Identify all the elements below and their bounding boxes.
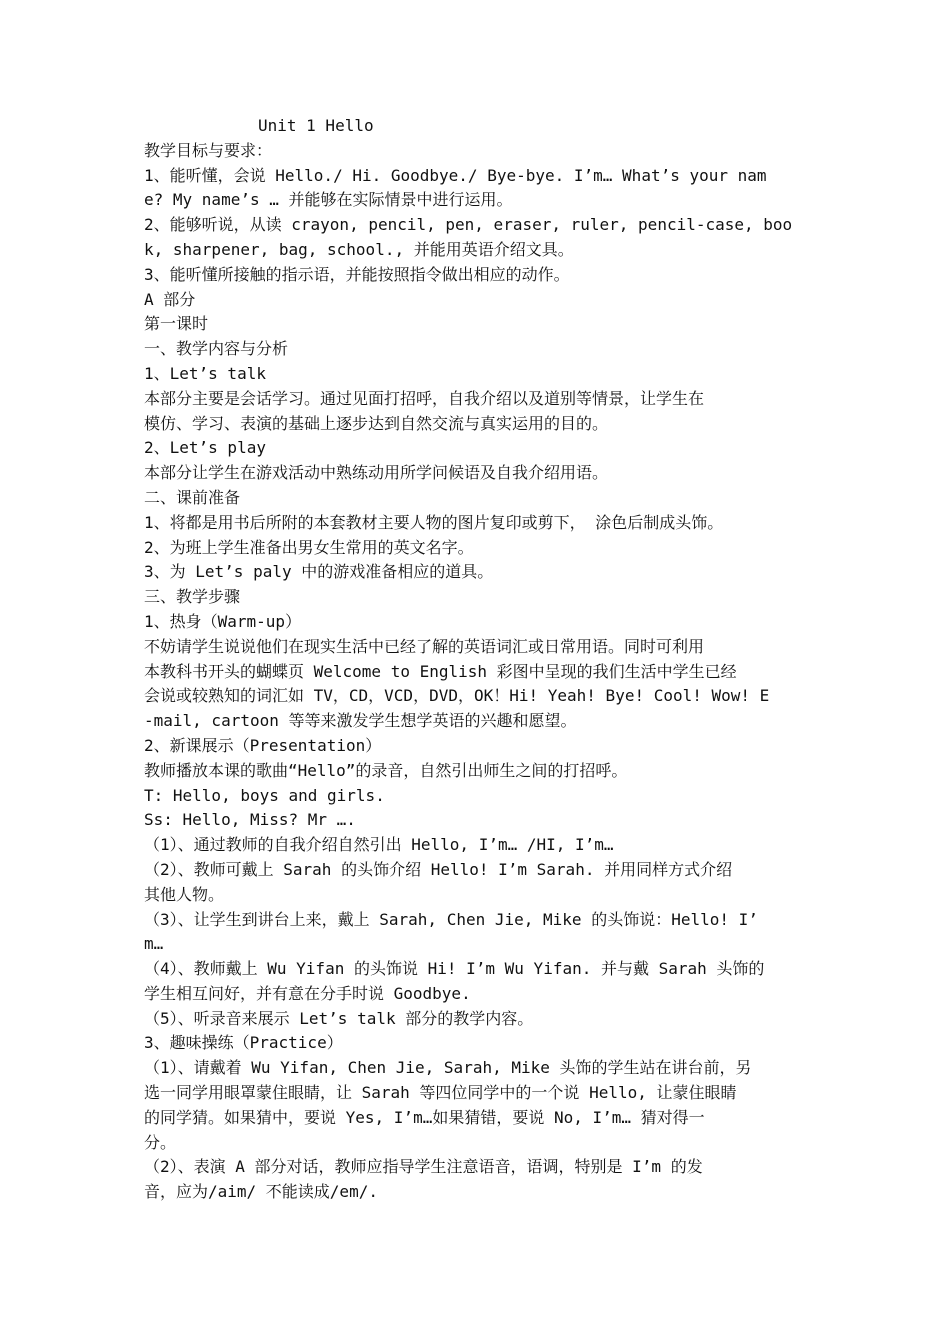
text-line: 2、能够听说，从读 crayon, pencil, pen, eraser, ruler, pencil-case, boo — [144, 215, 793, 235]
text-line: 其他人物。 — [144, 884, 225, 904]
text-line: （2）、教师可戴上 Sarah 的头饰介绍 Hello! I’m Sarah. 并用同样方式介绍 — [144, 859, 733, 879]
text-line: 选一同学用眼罩蒙住眼睛，让 Sarah 等四位同学中的一个说 Hello, 让蒙住眼睛 — [144, 1083, 737, 1103]
text-line: A 部分 — [144, 289, 196, 309]
text-line: 二、课前准备 — [144, 487, 241, 507]
text-line: 本教科书开头的蝴蝶页 Welcome to English 彩图中呈现的我们生活中学生已经 — [144, 661, 737, 681]
text-line: 3、能听懂所接触的指示语，并能按照指令做出相应的动作。 — [144, 264, 570, 284]
text-line: （1）、通过教师的自我介绍自然引出 Hello, I’m… /HI, I’m… — [144, 835, 614, 855]
text-line: 2、Let’s play — [144, 438, 266, 458]
text-line: 1、热身（Warm-up） — [144, 611, 302, 631]
text-line: 3、趣味操练（Practice） — [144, 1033, 343, 1053]
text-line: Ss: Hello, Miss? Mr …. — [144, 810, 356, 830]
text-line: 的同学猜。如果猜中，要说 Yes, I’m…如果猜错，要说 No, I’m… 猜对得一 — [144, 1107, 705, 1127]
text-line: 一、教学内容与分析 — [144, 339, 289, 359]
text-line: T: Hello, boys and girls. — [144, 785, 385, 805]
text-line: 教学目标与要求： — [144, 140, 273, 160]
text-line: （4）、教师戴上 Wu Yifan 的头饰说 Hi! I’m Wu Yifan. 并与戴 Sarah 头饰的 — [144, 959, 765, 979]
text-line: 教师播放本课的歌曲“Hello”的录音，自然引出师生之间的打招呼。 — [144, 760, 628, 780]
text-line: 会说或较熟知的词汇如 TV，CD，VCD，DVD，OK！Hi! Yeah! Bye! Cool! Wow! E — [144, 686, 770, 706]
text-line: -mail, cartoon 等等来激发学生想学英语的兴趣和愿望。 — [144, 711, 577, 731]
text-line: 模仿、学习、表演的基础上逐步达到自然交流与真实运用的目的。 — [144, 413, 609, 433]
document-title: Unit 1 Hello — [258, 116, 374, 135]
text-line: （1）、请戴着 Wu Yifan, Chen Jie, Sarah, Mike 头饰的学生站在讲台前，另 — [144, 1058, 752, 1078]
text-line: 学生相互问好，并有意在分手时说 Goodbye. — [144, 983, 471, 1003]
text-line: 分。 — [144, 1132, 177, 1152]
text-line: 不妨请学生说说他们在现实生活中已经了解的英语词汇或日常用语。同时可利用 — [144, 636, 705, 656]
text-line: 3、为 Let’s paly 中的游戏准备相应的道具。 — [144, 562, 494, 582]
text-line: e? My name’s … 并能够在实际情景中进行运用。 — [144, 190, 513, 210]
text-line: （2）、表演 A 部分对话，教师应指导学生注意语音，语调，特别是 I’m 的发 — [144, 1157, 703, 1177]
text-line: 本部分让学生在游戏活动中熟练动用所学问候语及自我介绍用语。 — [144, 463, 609, 483]
text-line: 音，应为/aim/ 不能读成/em/. — [144, 1182, 378, 1202]
text-line: 第一课时 — [144, 314, 209, 334]
text-line: 2、新课展示（Presentation） — [144, 735, 382, 755]
text-line: 1、Let’s talk — [144, 363, 266, 383]
text-line: m… — [144, 934, 164, 954]
text-line: 1、能听懂，会说 Hello./ Hi. Goodbye./ Bye-bye. I’m… What’s your nam — [144, 165, 767, 185]
text-line: 三、教学步骤 — [144, 587, 241, 607]
text-line: k, sharpener, bag, school., 并能用英语介绍文具。 — [144, 239, 574, 259]
text-line: 本部分主要是会话学习。通过见面打招呼，自我介绍以及道别等情景，让学生在 — [144, 388, 705, 408]
text-line: 2、为班上学生准备出男女生常用的英文名字。 — [144, 537, 474, 557]
text-line: 1、将都是用书后所附的本套教材主要人物的图片复印或剪下， 涂色后制成头饰。 — [144, 512, 724, 532]
text-line: （3）、让学生到讲台上来，戴上 Sarah, Chen Jie, Mike 的头饰说：Hello! I’ — [144, 909, 758, 929]
document-body — [144, 114, 810, 1205]
text-line: （5）、听录音来展示 Let’s talk 部分的教学内容。 — [144, 1008, 534, 1028]
